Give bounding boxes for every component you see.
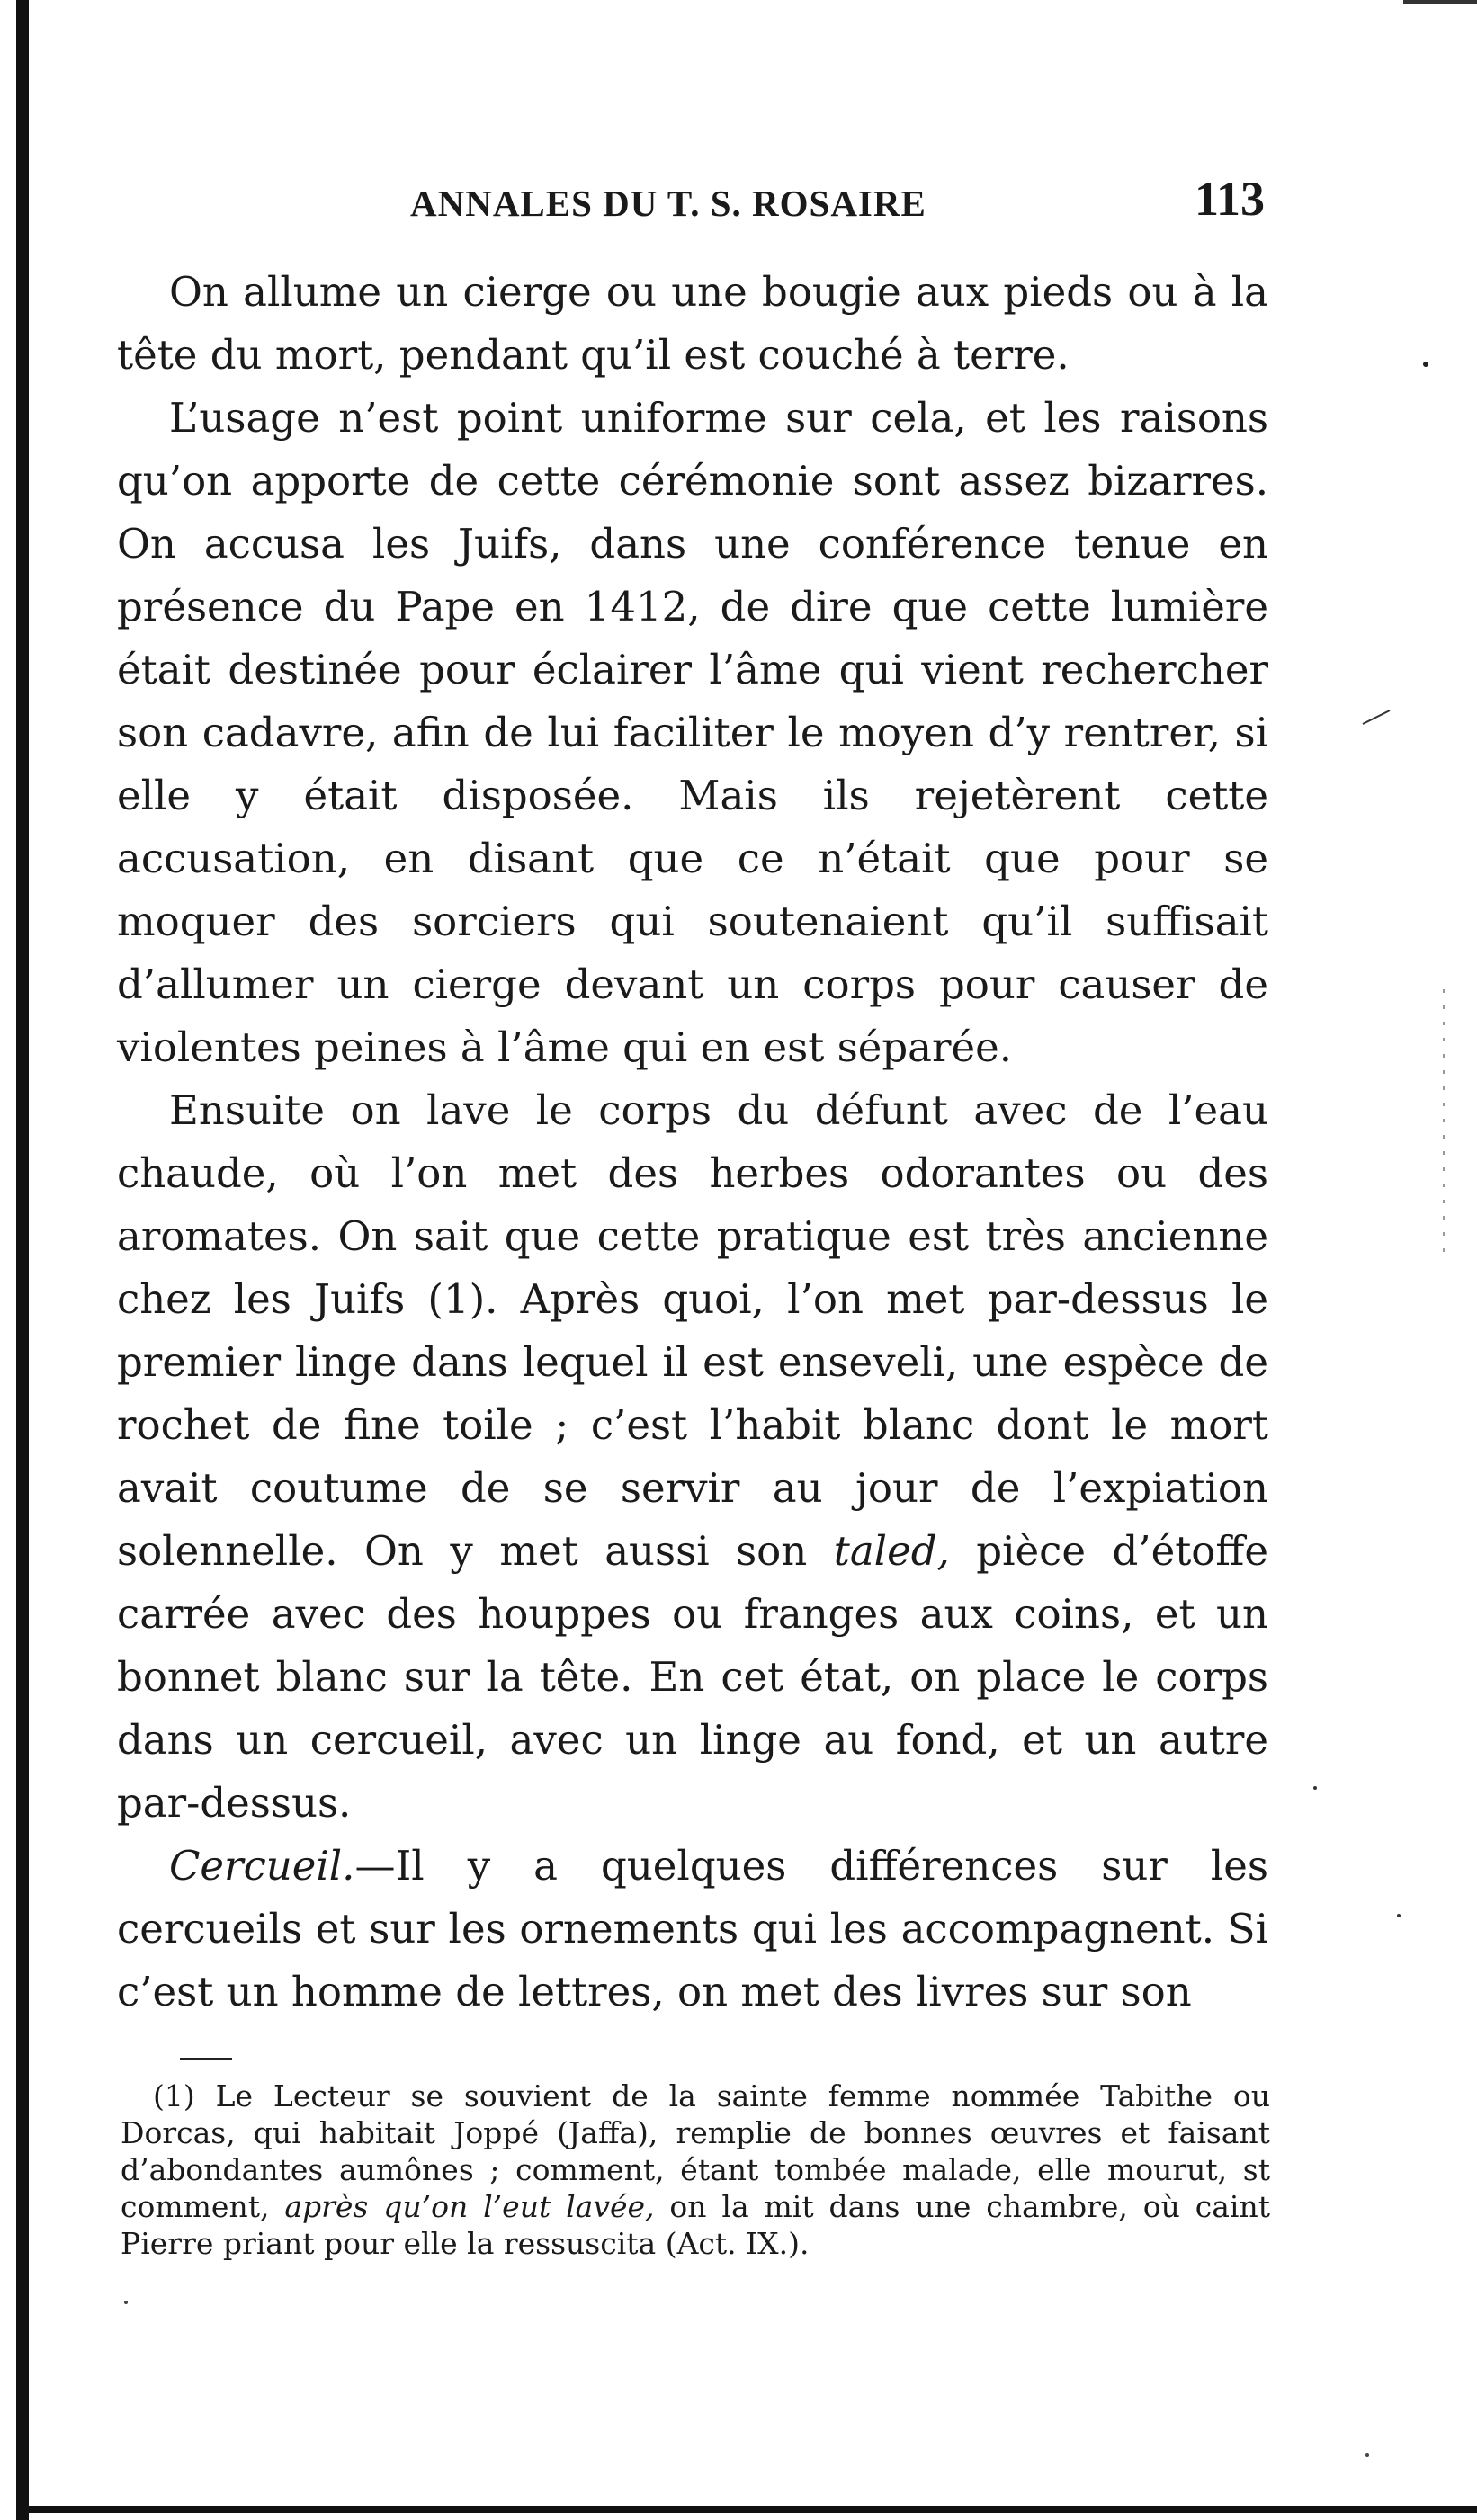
paragraph-3-italic: taled, xyxy=(833,1527,950,1575)
running-title: ANNALES DU T. S. ROSAIRE xyxy=(410,183,926,224)
speck xyxy=(1363,710,1390,724)
speck xyxy=(1397,1914,1401,1917)
paragraph-3-text-b: pièce d’étoffe carrée avec des houppes ou franges aux coins, et un bonnet blanc sur la tête. En cet état, on place le corps dans un cercueil, avec un linge au fond, et un autre par-dessus. xyxy=(117,1527,1268,1827)
paragraph-2-text: L’usage n’est point uniforme sur cela, et les raisons qu’on apporte de cette cérémonie sont assez bizarres. On accusa les Juifs, dans une conférence tenue en présence du Pape en 1412, de dire que cette lumière était destinée pour éclairer l’âme qui vient rechercher son cadavre, afin de lui faciliter le moyen d’y rentrer, si elle y était disposée. Mais ils rejetèrent cette accusation, en disant que ce n’était que pour se moquer des sorciers qui soutenaient qu’il suffisait d’allumer un cierge devant un corps pour causer de violentes peines à l’âme qui en est séparée. xyxy=(117,394,1268,1071)
footnote-text-b: on la mit dans une chambre, où caint Pierre priant pour elle la ressuscita (Act. IX.). xyxy=(121,2189,1270,2261)
speck xyxy=(1313,1786,1317,1790)
paragraph-4-italic: Cercueil. xyxy=(169,1842,355,1890)
paragraph-3-text-a: Ensuite on lave le corps du défunt avec de l’eau chaude, où l’on met des herbes odorantes ou des aromates. On sait que cette pratique est très ancienne chez les Juifs (1). Après quoi, l’on met par-dessus le premier linge dans lequel il est enseveli, une espèce de rochet de fine toile ; c’est l’habit blanc dont le mort avait coutume de se servir au jour de l’expiation solennelle. On y met aussi son xyxy=(117,1086,1268,1575)
speck xyxy=(1365,2453,1369,2457)
footnote-italic: après qu’on l’eut lavée, xyxy=(284,2189,655,2224)
paragraph-1-text: On allume un cierge ou une bougie aux pieds ou à la tête du mort, pendant qu’il est couché à terre. xyxy=(117,268,1268,379)
page-number: 113 xyxy=(1194,172,1265,226)
footnote-text-a: (1) Le Lecteur se souvient de la sainte femme nommée Tabithe ou Dorcas, qui habitait Joppé (Jaffa), remplie de bonnes œuvres et faisant d’abondantes aumônes ; comment, étant tombée malade, elle mourut, st comment, xyxy=(121,2078,1270,2224)
speck xyxy=(1423,362,1428,367)
paragraph-4-text: —Il y a quelques différences sur les cercueils et sur les ornements qui les accompagnent. Si c’est un homme de lettres, on met des livres sur son xyxy=(117,1842,1268,2015)
speck xyxy=(124,2301,128,2304)
